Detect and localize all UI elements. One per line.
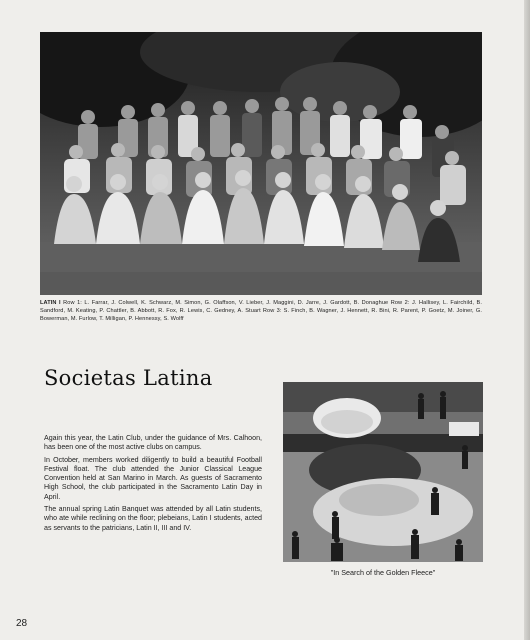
page-edge-shadow	[524, 0, 530, 640]
page-number: 28	[16, 618, 28, 629]
group-photo-image	[40, 32, 482, 295]
paragraph-1: Again this year, the Latin Club, under the guidance of Mrs. Calhoon, has been one of the most active clubs on campus.	[44, 434, 262, 452]
article-body	[44, 434, 262, 536]
caption-lead: LATIN I	[40, 300, 61, 306]
caption-names: Row 1: L. Farrar, J. Colwell, K. Schwarz, M. Simon, G. Olaffson, V. Lieber, J. Maggini, D. Jarre, J. Gardott, B. Donaghue Row 2: J. Hallisey, L. Fairchild, B. Sandford, M. Keating, P. Chattler, B. Abbott, R. Fox, R. Lewis, C. Gedney, A. Stuart Row 3: S. Finch, B. Wagner, J. Hennett, R. Bini, R. Parent, P. Goetz, M. Joiner, G. Bowerman, M. Furlow, T. Milligan, P. Hennessy, S. Wolff	[40, 300, 482, 323]
section-heading: Societas Latina	[44, 366, 213, 390]
float-photo-image	[283, 382, 483, 562]
photo-caption	[40, 299, 482, 324]
paragraph-3: The annual spring Latin Banquet was attended by all Latin students, who ate while reclining on the floor; plebeians, Latin I students, acted as servants to the patricians, Latin II, III and IV.	[44, 505, 262, 532]
paragraph-2: In October, members worked diligently to build a beautiful Football Festival float. The club attended the Junior Classical League Convention held at San Marino in March. As guests of Sacramento High School, the club participated in the Sacramento Latin Day in April.	[44, 455, 262, 501]
latin-club-group-photo	[40, 32, 482, 295]
float-photo	[283, 382, 483, 562]
float-photo-caption: "In Search of the Golden Fleece"	[330, 568, 436, 577]
